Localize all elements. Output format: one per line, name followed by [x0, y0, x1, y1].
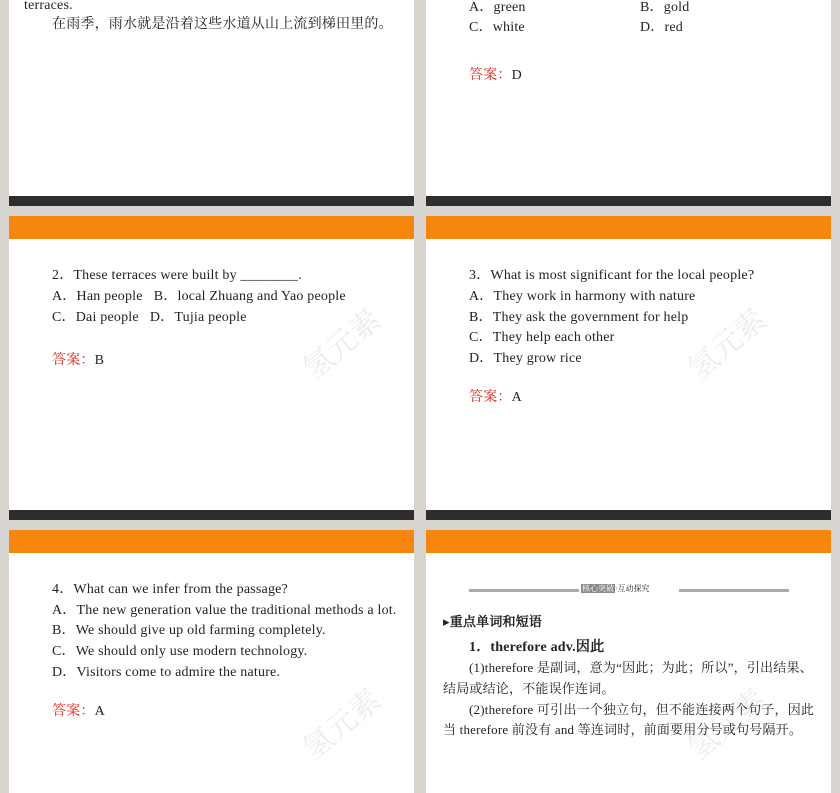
answer-label: 答案：: [52, 353, 95, 368]
section-banner: [469, 586, 789, 594]
answer-value: A: [511, 390, 522, 405]
options-ab: A．Han people B．local Zhuang and Yao people: [52, 289, 346, 304]
answer-label: 答案：: [52, 704, 95, 719]
passage-text: terraces.: [24, 0, 73, 13]
banner-label: 核心突破: [582, 584, 614, 593]
explanation-line: (2)therefore 可引出一个独立句，但不能连接两个句子，因此: [469, 702, 815, 717]
question: 4．What can we infer from the passage?: [52, 582, 288, 597]
slide-divider: [9, 196, 414, 206]
passage-translation: 在雨季，雨水就是沿着这些水道从山上流到梯田里的。: [52, 17, 393, 32]
answer: [52, 700, 105, 720]
option-d: D．Visitors come to admire the nature.: [52, 665, 281, 680]
option-a: A．The new generation value the traditional methods a lot.: [52, 603, 397, 618]
slide-header-bar: [426, 216, 831, 239]
answer: [469, 64, 522, 84]
question: 3．What is most significant for the local people?: [469, 268, 755, 283]
slide-divider: [426, 510, 831, 520]
watermark: 氢元素: [681, 682, 773, 768]
answer-value: D: [511, 68, 522, 83]
slide-header-bar: [9, 530, 414, 553]
watermark: 氢元素: [296, 302, 388, 388]
answer: [469, 386, 522, 406]
slide-header-bar: [9, 216, 414, 239]
explanation-line: (1)therefore 是副词，意为“因此；为此；所以”，引出结果、: [469, 660, 813, 675]
section-heading: ▸重点单词和短语: [443, 615, 543, 630]
option-c: C．white: [469, 20, 525, 35]
option-c: C．We should only use modern technology.: [52, 644, 308, 659]
options-cd: C．Dai people D．Tujia people: [52, 310, 247, 325]
slide-divider: [426, 196, 831, 206]
option-b: B．We should give up old farming completely.: [52, 623, 326, 638]
slide-divider: [9, 510, 414, 520]
slide-header-bar: [426, 530, 831, 553]
watermark: 氢元素: [296, 682, 388, 768]
answer-value: B: [94, 353, 105, 368]
vocab-item: 1．therefore adv.因此: [469, 640, 605, 655]
option-a: A．green: [469, 0, 526, 15]
answer-value: A: [94, 704, 105, 719]
option-d: D．They grow rice: [469, 351, 582, 366]
explanation-line: 当 therefore 前没有 and 等连词时，前面要用分号或句号隔开。: [443, 722, 803, 737]
option-b: B．gold: [640, 0, 690, 15]
option-c: C．They help each other: [469, 330, 615, 345]
question: 2．These terraces were built by ________.: [52, 268, 302, 283]
answer-label: 答案：: [469, 390, 512, 405]
option-d: D．red: [640, 20, 683, 35]
answer: [52, 349, 104, 369]
watermark: 氢元素: [681, 302, 773, 388]
option-b: B．They ask the government for help: [469, 310, 689, 325]
explanation-line: 结局或结论，不能误作连词。: [443, 681, 615, 696]
answer-label: 答案：: [469, 68, 512, 83]
option-a: A．They work in harmony with nature: [469, 289, 696, 304]
banner-sublabel: ·互动探究: [615, 584, 650, 593]
